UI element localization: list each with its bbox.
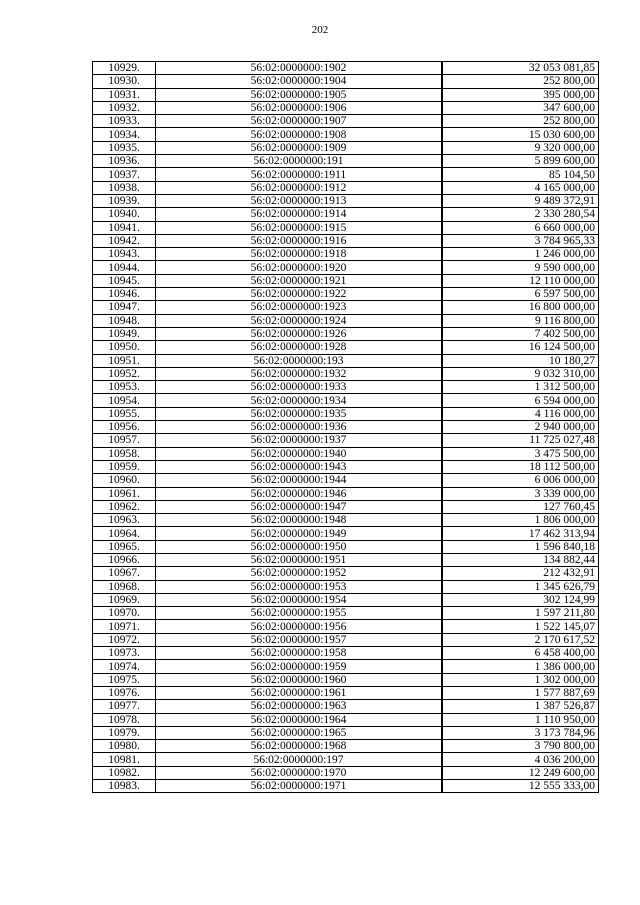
table-row xyxy=(93,341,599,354)
cadastral-number-cell: 56:02:0000000:1965 xyxy=(156,726,442,739)
cadastral-value-cell: 1 806 000,00 xyxy=(443,514,599,527)
row-number-cell: 10960. xyxy=(93,474,156,487)
cadastral-number-cell: 56:02:0000000:1952 xyxy=(156,567,442,580)
cadastral-number-cell: 56:02:0000000:1905 xyxy=(156,88,442,101)
table-row xyxy=(93,487,599,500)
cadastral-number-cell: 56:02:0000000:1953 xyxy=(156,580,442,593)
cadastral-value-cell: 302 124,99 xyxy=(443,593,599,606)
cadastral-value-cell: 2 170 617,52 xyxy=(443,633,599,646)
cadastral-value-cell: 3 475 500,00 xyxy=(443,447,599,460)
cadastral-number-cell: 56:02:0000000:1943 xyxy=(156,460,442,473)
table-row xyxy=(93,460,599,473)
row-number-cell: 10977. xyxy=(93,700,156,713)
cadastral-value-cell: 6 006 000,00 xyxy=(443,474,599,487)
row-number-cell: 10972. xyxy=(93,633,156,646)
table-row xyxy=(93,155,599,168)
row-number-cell: 10967. xyxy=(93,567,156,580)
table-row xyxy=(93,115,599,128)
row-number-cell: 10945. xyxy=(93,274,156,287)
row-number-cell: 10943. xyxy=(93,248,156,261)
cadastral-value-cell: 9 489 372,91 xyxy=(443,194,599,207)
row-number-cell: 10936. xyxy=(93,155,156,168)
cadastral-value-cell: 12 110 000,00 xyxy=(443,274,599,287)
table-row xyxy=(93,75,599,88)
cadastral-number-cell: 56:02:0000000:191 xyxy=(156,155,442,168)
cadastral-number-cell: 56:02:0000000:1933 xyxy=(156,381,442,394)
table-row xyxy=(93,354,599,367)
table-row xyxy=(93,194,599,207)
cadastral-number-cell: 56:02:0000000:1922 xyxy=(156,288,442,301)
row-number-cell: 10979. xyxy=(93,726,156,739)
row-number-cell: 10971. xyxy=(93,620,156,633)
table-row xyxy=(93,700,599,713)
cadastral-number-cell: 56:02:0000000:1912 xyxy=(156,181,442,194)
row-number-cell: 10965. xyxy=(93,540,156,553)
cadastral-value-cell: 252 800,00 xyxy=(443,115,599,128)
table-row xyxy=(93,567,599,580)
table-row xyxy=(93,434,599,447)
cadastral-number-cell: 56:02:0000000:1911 xyxy=(156,168,442,181)
cadastral-value-cell: 1 110 950,00 xyxy=(443,713,599,726)
cadastral-value-cell: 6 458 400,00 xyxy=(443,647,599,660)
cadastral-number-cell: 56:02:0000000:1932 xyxy=(156,367,442,380)
cadastral-number-cell: 56:02:0000000:1958 xyxy=(156,647,442,660)
row-number-cell: 10954. xyxy=(93,394,156,407)
cadastral-number-cell: 56:02:0000000:1944 xyxy=(156,474,442,487)
row-number-cell: 10975. xyxy=(93,673,156,686)
cadastral-number-cell: 56:02:0000000:1936 xyxy=(156,421,442,434)
table-row xyxy=(93,553,599,566)
cadastral-value-cell: 134 882,44 xyxy=(443,553,599,566)
cadastral-value-cell: 347 600,00 xyxy=(443,101,599,114)
cadastral-value-cell: 3 339 000,00 xyxy=(443,487,599,500)
cadastral-value-cell: 10 180,27 xyxy=(443,354,599,367)
cadastral-number-cell: 56:02:0000000:1947 xyxy=(156,500,442,513)
cadastral-value-cell: 1 302 000,00 xyxy=(443,673,599,686)
cadastral-number-cell: 56:02:0000000:1916 xyxy=(156,234,442,247)
table-row xyxy=(93,168,599,181)
table-row xyxy=(93,141,599,154)
table-row xyxy=(93,527,599,540)
cadastral-value-cell: 12 249 600,00 xyxy=(443,766,599,779)
row-number-cell: 10937. xyxy=(93,168,156,181)
cadastral-value-cell: 11 725 027,48 xyxy=(443,434,599,447)
row-number-cell: 10947. xyxy=(93,301,156,314)
cadastral-number-cell: 56:02:0000000:1934 xyxy=(156,394,442,407)
cadastral-number-cell: 56:02:0000000:1906 xyxy=(156,101,442,114)
table-row xyxy=(93,62,599,75)
table-row xyxy=(93,726,599,739)
cadastral-number-cell: 56:02:0000000:1964 xyxy=(156,713,442,726)
table-row xyxy=(93,381,599,394)
cadastral-value-cell: 2 940 000,00 xyxy=(443,421,599,434)
row-number-cell: 10957. xyxy=(93,434,156,447)
cadastral-value-cell: 6 597 500,00 xyxy=(443,288,599,301)
cadastral-number-cell: 56:02:0000000:1920 xyxy=(156,261,442,274)
row-number-cell: 10929. xyxy=(93,62,156,75)
cadastral-value-cell: 32 053 081,85 xyxy=(443,62,599,75)
cadastral-number-cell: 56:02:0000000:1951 xyxy=(156,553,442,566)
cadastral-value-cell: 16 800 000,00 xyxy=(443,301,599,314)
cadastral-number-cell: 56:02:0000000:1948 xyxy=(156,514,442,527)
table-row xyxy=(93,593,599,606)
row-number-cell: 10944. xyxy=(93,261,156,274)
cadastral-value-cell: 1 522 145,07 xyxy=(443,620,599,633)
row-number-cell: 10966. xyxy=(93,553,156,566)
row-number-cell: 10941. xyxy=(93,221,156,234)
cadastral-value-cell: 1 312 500,00 xyxy=(443,381,599,394)
row-number-cell: 10946. xyxy=(93,288,156,301)
table-row xyxy=(93,421,599,434)
cadastral-value-cell: 18 112 500,00 xyxy=(443,460,599,473)
cadastral-value-cell: 1 577 887,69 xyxy=(443,686,599,699)
cadastral-value-cell: 15 030 600,00 xyxy=(443,128,599,141)
cadastral-number-cell: 56:02:0000000:1908 xyxy=(156,128,442,141)
table-row xyxy=(93,514,599,527)
row-number-cell: 10973. xyxy=(93,647,156,660)
table-row xyxy=(93,221,599,234)
row-number-cell: 10982. xyxy=(93,766,156,779)
cadastral-value-cell: 2 330 280,54 xyxy=(443,208,599,221)
table-row xyxy=(93,633,599,646)
cadastral-value-cell: 9 116 800,00 xyxy=(443,314,599,327)
cadastral-number-cell: 56:02:0000000:1914 xyxy=(156,208,442,221)
table-row xyxy=(93,447,599,460)
cadastral-value-cell: 7 402 500,00 xyxy=(443,327,599,340)
cadastral-value-cell: 3 790 800,00 xyxy=(443,740,599,753)
cadastral-value-cell: 1 386 000,00 xyxy=(443,660,599,673)
cadastral-number-cell: 56:02:0000000:1923 xyxy=(156,301,442,314)
cadastral-value-cell: 12 555 333,00 xyxy=(443,780,599,793)
table-row xyxy=(93,607,599,620)
cadastral-number-cell: 56:02:0000000:1960 xyxy=(156,673,442,686)
cadastral-number-cell: 56:02:0000000:1937 xyxy=(156,434,442,447)
cadastral-value-cell: 127 760,45 xyxy=(443,500,599,513)
table-row xyxy=(93,540,599,553)
row-number-cell: 10935. xyxy=(93,141,156,154)
cadastral-value-cell: 9 320 000,00 xyxy=(443,141,599,154)
table-row xyxy=(93,780,599,793)
table-row xyxy=(93,394,599,407)
row-number-cell: 10931. xyxy=(93,88,156,101)
table-row xyxy=(93,248,599,261)
row-number-cell: 10930. xyxy=(93,75,156,88)
cadastral-value-cell: 1 345 626,79 xyxy=(443,580,599,593)
cadastral-number-cell: 56:02:0000000:1971 xyxy=(156,780,442,793)
cadastral-number-cell: 56:02:0000000:1935 xyxy=(156,407,442,420)
cadastral-number-cell: 56:02:0000000:1957 xyxy=(156,633,442,646)
table-row xyxy=(93,713,599,726)
cadastral-value-cell: 6 660 000,00 xyxy=(443,221,599,234)
row-number-cell: 10983. xyxy=(93,780,156,793)
row-number-cell: 10962. xyxy=(93,500,156,513)
cadastral-number-cell: 56:02:0000000:1940 xyxy=(156,447,442,460)
table-row xyxy=(93,407,599,420)
row-number-cell: 10950. xyxy=(93,341,156,354)
table-row xyxy=(93,234,599,247)
cadastral-value-cell: 9 032 310,00 xyxy=(443,367,599,380)
table-row xyxy=(93,740,599,753)
row-number-cell: 10980. xyxy=(93,740,156,753)
row-number-cell: 10968. xyxy=(93,580,156,593)
row-number-cell: 10932. xyxy=(93,101,156,114)
cadastral-value-cell: 395 000,00 xyxy=(443,88,599,101)
cadastral-number-cell: 56:02:0000000:1961 xyxy=(156,686,442,699)
cadastral-number-cell: 56:02:0000000:193 xyxy=(156,354,442,367)
table-body xyxy=(93,62,599,793)
cadastral-value-cell: 9 590 000,00 xyxy=(443,261,599,274)
table-row xyxy=(93,128,599,141)
table-row xyxy=(93,673,599,686)
cadastral-value-cell: 4 116 000,00 xyxy=(443,407,599,420)
page-number: 202 xyxy=(311,24,329,36)
cadastral-number-cell: 56:02:0000000:1926 xyxy=(156,327,442,340)
row-number-cell: 10970. xyxy=(93,607,156,620)
table-row xyxy=(93,288,599,301)
table-row xyxy=(93,753,599,766)
cadastral-number-cell: 56:02:0000000:1956 xyxy=(156,620,442,633)
table-row xyxy=(93,686,599,699)
cadastral-value-cell: 212 432,91 xyxy=(443,567,599,580)
cadastral-value-cell: 16 124 500,00 xyxy=(443,341,599,354)
cadastral-number-cell: 56:02:0000000:1963 xyxy=(156,700,442,713)
row-number-cell: 10961. xyxy=(93,487,156,500)
table-row xyxy=(93,208,599,221)
row-number-cell: 10948. xyxy=(93,314,156,327)
table-row xyxy=(93,620,599,633)
cadastral-number-cell: 56:02:0000000:1959 xyxy=(156,660,442,673)
table-row xyxy=(93,314,599,327)
table-row xyxy=(93,181,599,194)
cadastral-value-cell: 6 594 000,00 xyxy=(443,394,599,407)
cadastral-value-cell: 3 784 965,33 xyxy=(443,234,599,247)
cadastral-value-table xyxy=(92,61,599,793)
row-number-cell: 10959. xyxy=(93,460,156,473)
cadastral-number-cell: 56:02:0000000:1928 xyxy=(156,341,442,354)
cadastral-value-cell: 1 387 526,87 xyxy=(443,700,599,713)
table-row xyxy=(93,261,599,274)
cadastral-number-cell: 56:02:0000000:1913 xyxy=(156,194,442,207)
row-number-cell: 10949. xyxy=(93,327,156,340)
cadastral-number-cell: 56:02:0000000:1915 xyxy=(156,221,442,234)
row-number-cell: 10974. xyxy=(93,660,156,673)
row-number-cell: 10956. xyxy=(93,421,156,434)
row-number-cell: 10955. xyxy=(93,407,156,420)
table-row xyxy=(93,500,599,513)
table-row xyxy=(93,474,599,487)
cadastral-value-cell: 4 165 000,00 xyxy=(443,181,599,194)
table-row xyxy=(93,660,599,673)
row-number-cell: 10952. xyxy=(93,367,156,380)
cadastral-number-cell: 56:02:0000000:1921 xyxy=(156,274,442,287)
cadastral-number-cell: 56:02:0000000:1904 xyxy=(156,75,442,88)
row-number-cell: 10978. xyxy=(93,713,156,726)
cadastral-number-cell: 56:02:0000000:1968 xyxy=(156,740,442,753)
cadastral-value-cell: 1 597 211,80 xyxy=(443,607,599,620)
cadastral-value-cell: 85 104,50 xyxy=(443,168,599,181)
row-number-cell: 10938. xyxy=(93,181,156,194)
table-row xyxy=(93,301,599,314)
cadastral-value-cell: 3 173 784,96 xyxy=(443,726,599,739)
cadastral-value-cell: 5 899 600,00 xyxy=(443,155,599,168)
cadastral-number-cell: 56:02:0000000:1924 xyxy=(156,314,442,327)
row-number-cell: 10942. xyxy=(93,234,156,247)
table-row xyxy=(93,766,599,779)
table-row xyxy=(93,647,599,660)
cadastral-number-cell: 56:02:0000000:1918 xyxy=(156,248,442,261)
cadastral-value-cell: 17 462 313,94 xyxy=(443,527,599,540)
row-number-cell: 10969. xyxy=(93,593,156,606)
row-number-cell: 10964. xyxy=(93,527,156,540)
cadastral-number-cell: 56:02:0000000:197 xyxy=(156,753,442,766)
table-row xyxy=(93,580,599,593)
cadastral-number-cell: 56:02:0000000:1954 xyxy=(156,593,442,606)
cadastral-value-cell: 1 596 840,18 xyxy=(443,540,599,553)
cadastral-value-cell: 4 036 200,00 xyxy=(443,753,599,766)
row-number-cell: 10976. xyxy=(93,686,156,699)
row-number-cell: 10953. xyxy=(93,381,156,394)
row-number-cell: 10934. xyxy=(93,128,156,141)
row-number-cell: 10940. xyxy=(93,208,156,221)
table-row xyxy=(93,367,599,380)
row-number-cell: 10981. xyxy=(93,753,156,766)
table-row xyxy=(93,88,599,101)
row-number-cell: 10951. xyxy=(93,354,156,367)
table-row xyxy=(93,101,599,114)
row-number-cell: 10958. xyxy=(93,447,156,460)
row-number-cell: 10963. xyxy=(93,514,156,527)
cadastral-number-cell: 56:02:0000000:1907 xyxy=(156,115,442,128)
cadastral-number-cell: 56:02:0000000:1949 xyxy=(156,527,442,540)
row-number-cell: 10939. xyxy=(93,194,156,207)
cadastral-value-cell: 1 246 000,00 xyxy=(443,248,599,261)
cadastral-number-cell: 56:02:0000000:1955 xyxy=(156,607,442,620)
table-row xyxy=(93,327,599,340)
cadastral-number-cell: 56:02:0000000:1902 xyxy=(156,62,442,75)
table-row xyxy=(93,274,599,287)
cadastral-number-cell: 56:02:0000000:1909 xyxy=(156,141,442,154)
row-number-cell: 10933. xyxy=(93,115,156,128)
cadastral-number-cell: 56:02:0000000:1950 xyxy=(156,540,442,553)
cadastral-value-cell: 252 800,00 xyxy=(443,75,599,88)
cadastral-number-cell: 56:02:0000000:1970 xyxy=(156,766,442,779)
cadastral-number-cell: 56:02:0000000:1946 xyxy=(156,487,442,500)
